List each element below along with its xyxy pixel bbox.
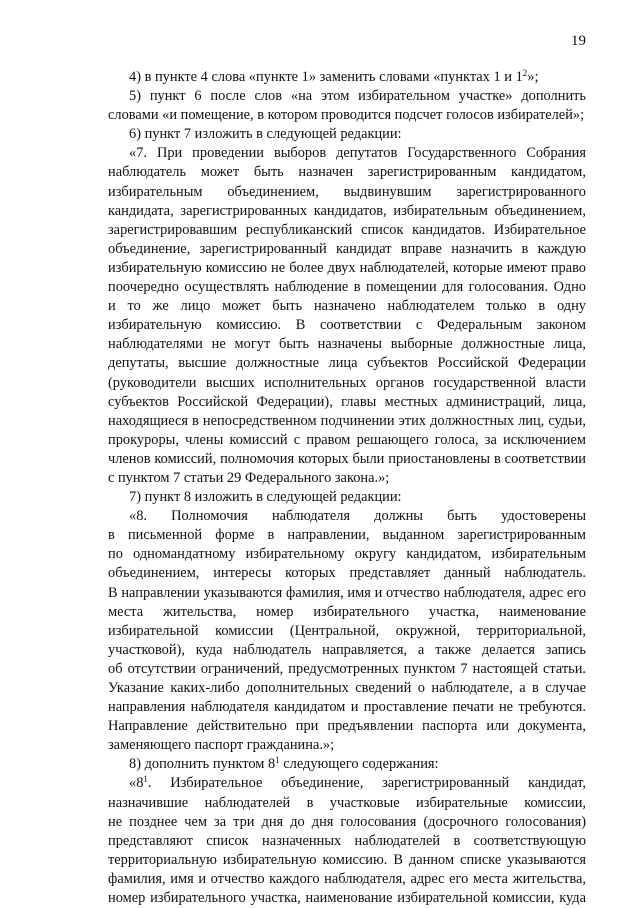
text-line [108, 488, 586, 507]
line-text: участковой), куда наблюдатель направляется, а также делается запись [108, 641, 586, 658]
line-text: 7) пункт 8 изложить в следующей редакции: [129, 489, 402, 506]
text-line [108, 774, 586, 793]
line-text: «8. Полномочия наблюдателя должны быть удостоверены [129, 508, 586, 525]
line-text: депутаты, высшие должностные лица субъектов Российской Федерации [108, 355, 586, 372]
text-line [108, 316, 586, 335]
line-text: избирательную комиссию не более двух наблюдателей, которые имеют право [108, 259, 586, 276]
line-text: субъектов Российской Федерации), главы местных администраций, лица, [108, 393, 586, 410]
text-line [108, 717, 586, 736]
line-text-tail: »; [527, 69, 539, 85]
line-text: представляют список назначенных наблюдателей в соответствующую [108, 832, 586, 849]
text-line [108, 278, 586, 297]
text-line [108, 68, 586, 87]
text-line [108, 736, 586, 755]
line-text-tail: следующего содержания: [279, 756, 439, 773]
text-line [108, 393, 586, 412]
text-line [108, 813, 586, 832]
text-line [108, 755, 586, 774]
text-line [108, 87, 586, 106]
text-line [108, 584, 586, 603]
text-line [108, 469, 586, 488]
superscript: 1 [143, 774, 148, 785]
text-line [108, 144, 586, 163]
superscript: 1 [275, 755, 280, 766]
line-text: номер избирательного участка, наименование избирательной комиссии, куда [108, 890, 586, 907]
line-text: прокуроры, члены комиссий с правом решающего голоса, за исключением [108, 431, 586, 448]
text-line [108, 564, 586, 583]
line-text: 5) пункт 6 после слов «на этом избирательном участке» дополнить [129, 88, 586, 105]
line-text: членов комиссий, полномочия которых были приостановлены в соответствии [108, 450, 586, 467]
line-text: (руководители высших исполнительных органов государственной власти [108, 374, 586, 391]
text-line [108, 870, 586, 889]
text-line [108, 106, 586, 125]
line-text: места жительства, номер избирательного участка, наименование [108, 603, 586, 620]
text-line [108, 125, 586, 144]
line-text: словами «и помещение, в котором проводится подсчет голосов избирателей»; [108, 107, 585, 124]
text-line [108, 679, 586, 698]
text-line [108, 450, 586, 469]
text-line [108, 641, 586, 660]
line-text: поочередно осуществлять наблюдение в помещении для голосования. Одно [108, 279, 586, 296]
text-line [108, 851, 586, 870]
line-text: избирательным объединением, выдвинувшим зарегистрированного [108, 183, 586, 200]
line-text: избирательную комиссию. В соответствии с Федеральным законом [108, 317, 586, 334]
line-text: назначившие наблюдателей в участковые избирательные комиссии, [108, 794, 586, 811]
line-text: наблюдатель может быть назначен зарегистрированным кандидатом, [108, 164, 586, 181]
line-text: территориальную избирательную комиссию. В данном списке указываются [108, 851, 586, 868]
text-line [108, 431, 586, 450]
line-text-tail: . Избирательное объединение, зарегистрированный кандидат, [147, 775, 586, 792]
line-text: кандидата, зарегистрированных кандидатов, избирательным объединением, [108, 202, 586, 219]
text-line [108, 335, 586, 354]
text-line [108, 660, 586, 679]
text-line [108, 183, 586, 202]
text-line [108, 240, 586, 259]
text-line [108, 889, 586, 908]
line-text: «7. При проведении выборов депутатов Государственного Собрания [129, 145, 586, 162]
line-text: зарегистрировавшим республиканский список кандидатов. Избирательное [108, 221, 586, 238]
line-text: объединением, интересы которых представляет данный наблюдатель. [108, 565, 586, 582]
page-number: 19 [571, 33, 586, 49]
superscript: 2 [522, 68, 528, 78]
line-text: Указание каких-либо дополнительных сведений о наблюдателе, а в случае [108, 680, 586, 696]
text-line [108, 202, 586, 221]
text-line [108, 545, 586, 564]
line-text: заменяющего паспорт гражданина.»; [108, 737, 335, 754]
text-line [108, 221, 586, 240]
line-text: об отсутствии ограничений, предусмотренных пунктом 7 настоящей статьи. [108, 660, 586, 677]
text-line [108, 698, 586, 717]
line-text: фамилия, имя и отчество каждого наблюдателя, адрес его места жительства, [108, 870, 586, 887]
line-text: «8 [129, 775, 144, 792]
line-text: Направление действительно при предъявлении паспорта или документа, [108, 718, 586, 735]
text-line [108, 832, 586, 851]
line-text: с пунктом 7 статьи 29 Федерального закона.»; [108, 469, 390, 486]
document-body [108, 68, 586, 908]
line-text: объединение, зарегистрированный кандидат вправе назначить в каждую [108, 240, 586, 257]
line-text: по одномандатному избирательному округу кандидатом, избирательным [108, 546, 586, 563]
text-line [108, 794, 586, 813]
text-line [108, 374, 586, 393]
line-text: направления наблюдателя кандидатом и проставление печати не требуются. [108, 699, 586, 716]
line-text: избирательной комиссии (Центральной, окружной, территориальной, [108, 622, 586, 639]
line-text: и то же лицо может быть назначено наблюдателем только в одну [108, 298, 586, 315]
text-line [108, 163, 586, 182]
text-line [108, 354, 586, 373]
line-text: в письменной форме в направлении, выданном зарегистрированным [108, 527, 586, 544]
line-text: В направлении указываются фамилия, имя и отчество наблюдателя, адрес его [108, 584, 586, 601]
text-line [108, 297, 586, 316]
line-text: не позднее чем за три дня до дня голосования (досрочного голосования) [108, 813, 586, 830]
line-text: 8) дополнить пунктом 8 [129, 756, 276, 773]
text-line [108, 259, 586, 278]
line-text: находящиеся в непосредственном подчинении этих должностных лиц, судьи, [108, 412, 586, 429]
line-text: 6) пункт 7 изложить в следующей редакции: [129, 126, 402, 143]
line-text: 4) в пункте 4 слова «пункте 1» заменить словами «пунктах 1 и 1 [129, 69, 523, 85]
text-line [108, 622, 586, 641]
text-line [108, 412, 586, 431]
text-line [108, 526, 586, 545]
line-text: наблюдателями не могут быть назначены выборные должностные лица, [108, 336, 586, 353]
text-line [108, 507, 586, 526]
text-line [108, 603, 586, 622]
